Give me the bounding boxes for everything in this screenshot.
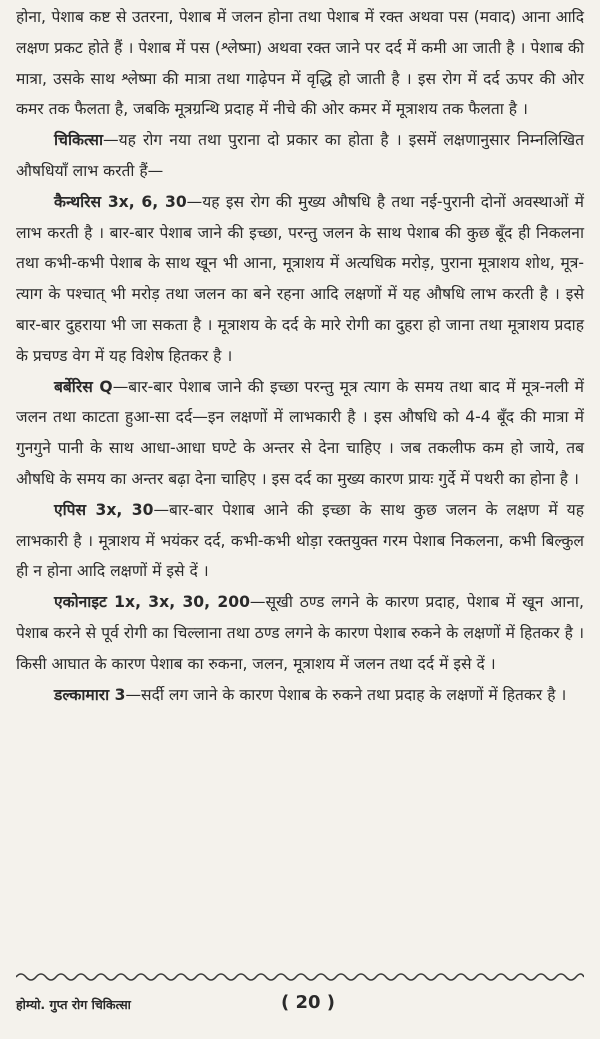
wavy-divider — [16, 970, 584, 984]
paragraph-text: होना, पेशाब कष्ट से उतरना, पेशाब में जलन होना तथा पेशाब में रक्त अथवा पस (मवाद) आना आदि लक्षण प्रकट होते हैं । पेशाब में पस (श्लेष्मा) अथवा रक्त जाने पर दर्द में कमी आ जाती है । पेशाब की मात्रा, उसके साथ श्लेष्मा की मात्रा तथा गाढ़ेपन में वृद्धि हो जाती है । इस रोग में दर्द ऊपर की ओर कमर तक फैलता है, जबकि मूत्रग्रन्थि प्रदाह में नीचे की ओर कमर में मूत्राशय तक फैलता है । — [16, 8, 584, 119]
paragraph-berberis — [16, 372, 584, 495]
remedy-heading: कैन्थरिस 3x, 6, 30 — [54, 192, 187, 211]
paragraph-apis — [16, 495, 584, 587]
paragraph-text: —सर्दी लग जाने के कारण पेशाब के रुकने तथा प्रदाह के लक्षणों में हितकर है । — [125, 685, 567, 704]
paragraph-text: —सूखी ठण्ड लगने के कारण प्रदाह, पेशाब में खून आना, पेशाब करने से पूर्व रोगी का चिल्लाना तथा ठण्ड लगने के कारण पेशाब रुकने के लक्षणों में हितकर है । किसी आघात के कारण पेशाब का रुकना, जलन, मूत्राशय में जलन तथा दर्द में इसे दें । — [16, 593, 584, 673]
paragraph-continued — [16, 2, 584, 125]
remedy-heading: चिकित्सा — [54, 131, 103, 150]
book-page — [16, 2, 584, 1032]
remedy-heading: डल्कामारा 3 — [54, 685, 126, 704]
paragraph-text: —यह रोग नया तथा पुराना दो प्रकार का होता है । इसमें लक्षणानुसार निम्नलिखित औषधियाँ लाभ करती हैं— — [16, 131, 584, 180]
page-number: ( 20 ) — [281, 992, 336, 1013]
paragraph-text: —बार-बार पेशाब जाने की इच्छा परन्तु मूत्र त्याग के समय तथा बाद में मूत्र-नली में जलन तथा काटता हुआ-सा दर्द—इन लक्षणों में लाभकारी है । इस औषधि को 4-4 बूँद की मात्रा में गुनगुने पानी के साथ आधा-आधा घण्टे के अन्तर से देना चाहिए । जब तकलीफ कम हो जाये, तब औषधि के समय का अन्तर बढ़ा देना चाहिए । इस दर्द का मुख्य कारण प्रायः गुर्दे में पथरी का होना है । — [16, 377, 584, 488]
book-title: होम्यो. गुप्त रोग चिकित्सा — [16, 997, 131, 1012]
page-footer — [16, 992, 584, 1022]
remedy-heading: एपिस 3x, 30 — [54, 500, 154, 519]
paragraph-aconite — [16, 587, 584, 679]
paragraph-text: —बार-बार पेशाब आने की इच्छा के साथ कुछ जलन के लक्षण में यह लाभकारी है । मूत्राशय में भयंकर दर्द, कभी-कभी थोड़ा रक्तयुक्त गरम पेशाब निकलना, कभी बिल्कुल ही न होना आदि लक्षणों में इसे दें । — [16, 500, 584, 581]
paragraph-cantharis — [16, 187, 584, 372]
paragraph-text: —यह इस रोग की मुख्य औषधि है तथा नई-पुरानी दोनों अवस्थाओं में लाभ करती है । बार-बार पेशाब जाने की इच्छा, परन्तु जलन के साथ पेशाब की कुछ बूँद ही निकलना तथा कभी-कभी पेशाब के साथ खून भी आना, मूत्राशय में अत्यधिक मरोड़, पुराना मूत्राशय शोथ, मूत्र-त्याग के पश्चात् भी मरोड़ तथा जलन का बने रहना आदि लक्षणों में यह औषधि लाभ करती है । इसे बार-बार दुहराया भी जा सकता है । मूत्राशय के दर्द के मारे रोगी का दुहरा हो जाना तथा मूत्राशय प्रदाह के प्रचण्ड वेग में यह विशेष हितकर है । — [16, 192, 584, 365]
remedy-heading: एकोनाइट 1x, 3x, 30, 200 — [54, 593, 250, 612]
paragraph-treatment — [16, 125, 584, 187]
remedy-heading: बर्बेरिस Q — [54, 377, 113, 396]
paragraph-dulcamara — [16, 680, 584, 711]
